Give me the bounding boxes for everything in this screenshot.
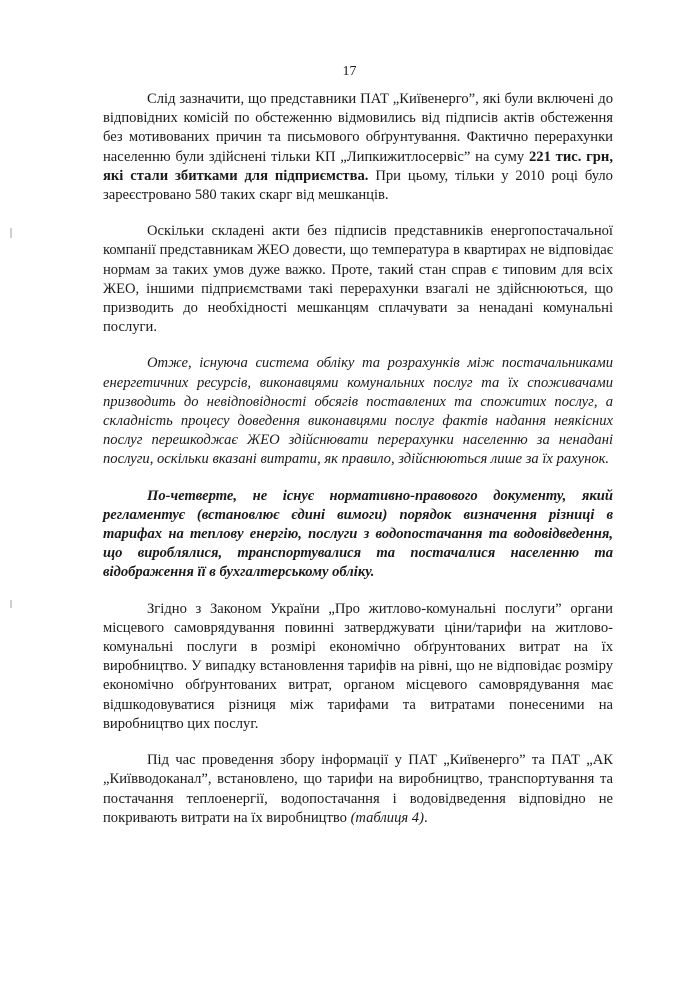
paragraph-5: Згідно з Законом України „Про житлово-комунальні послуги” органи місцевого самоврядування повинні затверджувати ціни/тарифи на житлово-комунальні послуги в розмірі економічно обґрунтованих витрат на їх виробництво. У випадку встановлення тарифів на рівні, що не відповідає розміру економічно обґрунтованих витрат, органом місцевого самоврядування має відшкодовуватися різниця між тарифами та витратами понесеними на виробництво цих послуг.: [103, 600, 613, 732]
paragraph-4-fourth-point: По-четверте, не існує нормативно-правового документу, який регламентує (встановлює єдині вимоги) порядок визначення різниці в тарифах на теплову енергію, послуги з водопостачання та водовідведення, що вироблялися, транспортувалися та постачалися населенню та відображення її в бухгалтерському обліку.: [103, 487, 613, 581]
document-body: [103, 90, 613, 828]
paragraph-3-conclusion: Отже, існуюча система обліку та розрахунків між постачальниками енергетичних ресурсів, виконавцями комунальних послуг та їх споживачами призводить до невідповідності обсягів поставлених та спожитих послуг, а складність процесу доведення виконавцями послуг фактів надання неякісних послуг перешкоджає ЖЕО здійснювати перерахунки населенню за ненадані послуги, оскільки вказані витрати, як правило, здійснюються лише за їх рахунок.: [103, 355, 613, 468]
paragraph-1-text: Слід зазначити, що представники ПАТ „Київенерго”, які були включені до відповідних комісій по обстеженню відмовились від підписів актів обстеження без мотивованих причин та письмового обґрунтування. Фактично перерахунки населенню були здійснені тільки КП „Липкижитлосервіс” на суму: [103, 91, 613, 165]
scan-edge-mark: [10, 228, 12, 238]
paragraph-1-tail: При цьому, тільки у 2010 році було зареєстровано 580 таких скарг від мешканців.: [103, 167, 613, 204]
paragraph-1: [103, 90, 613, 205]
paragraph-1-bold: 221 тис. грн, які стали збитками для підприємства.: [103, 148, 613, 184]
paragraph-2: Оскільки складені акти без підписів представників енергопостачальної компанії представникам ЖЕО довести, що температура в квартирах не відповідає нормам за таких умов дуже важко. Проте, такий стан справ є типовим для всіх ЖЕО, іншими підприємствами такі перерахунки взагалі не здійснюються, що призводить до необхідності мешканцям сплачувати за ненадані комунальні послуги.: [103, 223, 613, 336]
page-number: 17: [342, 64, 357, 79]
paragraph-6-tail: .: [423, 809, 428, 826]
scan-edge-mark: [10, 600, 12, 608]
paragraph-6: [103, 751, 613, 828]
paragraph-6-text: Під час проведення збору інформації у ПАТ „Київенерго” та ПАТ „АК „Київводоканал”, встановлено, що тарифи на виробництво, транспортування та постачання теплоенергії, водопостачання і водовідведення відповідно не покривають витрати на їх виробництво: [103, 752, 613, 826]
table-reference: (таблиця 4): [350, 809, 424, 826]
